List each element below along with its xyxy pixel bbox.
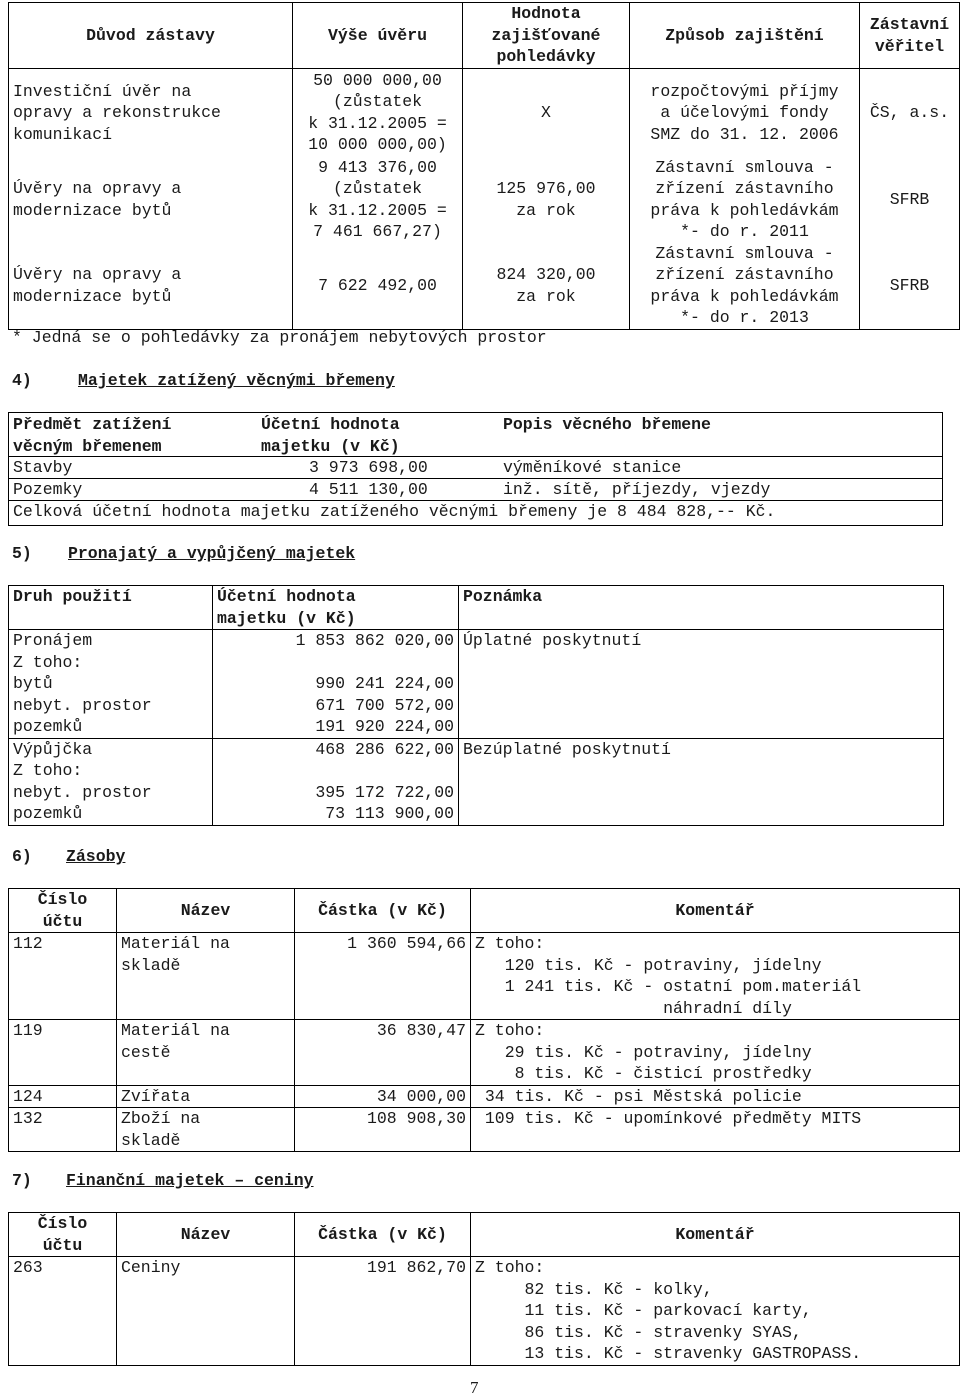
inventory-amount: 36 830,47 xyxy=(295,1020,471,1086)
valuables-header-account: Číslo účtu xyxy=(9,1213,117,1257)
inventory-account: 124 xyxy=(9,1085,117,1108)
table-row xyxy=(9,243,960,330)
rental-note: Úplatné poskytnutí xyxy=(459,630,944,739)
valuables-name: Ceniny xyxy=(117,1257,295,1366)
page-number: 7 xyxy=(470,1378,479,1397)
table-row xyxy=(9,933,960,1020)
easement-header-value: Účetní hodnota majetku (v Kč) xyxy=(261,415,400,456)
inventory-account: 112 xyxy=(9,933,117,1020)
section-6-title: Zásoby xyxy=(66,847,126,866)
inventory-account: 132 xyxy=(9,1108,117,1152)
cell-creditor: ČS, a.s. xyxy=(860,69,960,157)
inventory-name: Materiál na cestě xyxy=(117,1020,295,1086)
inventory-header-account: Číslo účtu xyxy=(9,889,117,933)
rental-table xyxy=(8,585,944,826)
inventory-name: Materiál na skladě xyxy=(117,933,295,1020)
cell-reason: Investiční úvěr na opravy a rekonstrukce komunikací xyxy=(9,69,293,157)
table-row xyxy=(9,1257,960,1366)
table-row xyxy=(9,738,944,825)
section-7-number: 7) xyxy=(12,1171,32,1190)
inventory-header-comment: Komentář xyxy=(471,889,960,933)
header-security-method: Způsob zajištění xyxy=(630,3,860,69)
easement-subject: Stavby xyxy=(13,458,73,477)
easement-header-subject: Předmět zatížení věcným břemenem xyxy=(13,415,172,456)
inventory-comment: 34 tis. Kč - psi Městská policie xyxy=(471,1085,960,1108)
rental-use: Výpůjčka Z toho: nebyt. prostor pozemků xyxy=(9,738,213,825)
easement-total: Celková účetní hodnota majetku zatíženého věcnými břemeny je 8 484 828,-- Kč. xyxy=(13,502,776,521)
inventory-amount: 108 908,30 xyxy=(295,1108,471,1152)
valuables-table xyxy=(8,1212,960,1366)
valuables-header-amount: Částka (v Kč) xyxy=(295,1213,471,1257)
inventory-header-name: Název xyxy=(117,889,295,933)
cell-loan-amount: 50 000 000,00 (zůstatek k 31.12.2005 = 10 000 000,00) xyxy=(293,69,463,157)
rental-use: Pronájem Z toho: bytů nebyt. prostor pozemků xyxy=(9,630,213,739)
cell-security-method: rozpočtovými příjmy a účelovými fondy SMZ do 31. 12. 2006 xyxy=(630,69,860,157)
cell-loan-amount: 7 622 492,00 xyxy=(293,243,463,330)
table-row xyxy=(9,630,944,739)
valuables-comment: Z toho: 82 tis. Kč - kolky, 11 tis. Kč - parkovací karty, 86 tis. Kč - stravenky SYAS, 13 tis. Kč - stravenky GASTROPASS. xyxy=(471,1257,960,1366)
cell-claim-value: 125 976,00 za rok xyxy=(463,157,630,243)
section-6-number: 6) xyxy=(12,847,32,866)
inventory-table xyxy=(8,888,960,1152)
table-row xyxy=(9,69,960,157)
valuables-header-name: Název xyxy=(117,1213,295,1257)
inventory-account: 119 xyxy=(9,1020,117,1086)
inventory-amount: 1 360 594,66 xyxy=(295,933,471,1020)
header-loan-amount: Výše úvěru xyxy=(293,3,463,69)
easement-header-description: Popis věcného břemene xyxy=(503,415,711,434)
easement-value: 4 511 130,00 xyxy=(309,480,428,499)
pledge-footnote: * Jedná se o pohledávky za pronájem nebytových prostor xyxy=(12,328,547,347)
table-row xyxy=(9,1108,960,1152)
cell-security-method: Zástavní smlouva - zřízení zástavního práva k pohledávkám *- do r. 2013 xyxy=(630,243,860,330)
inventory-name: Zboží na skladě xyxy=(117,1108,295,1152)
easement-description: výměníkové stanice xyxy=(503,458,682,477)
section-7-title: Finanční majetek – ceniny xyxy=(66,1171,314,1190)
inventory-comment: 109 tis. Kč - upomínkové předměty MITS xyxy=(471,1108,960,1152)
section-4-number: 4) xyxy=(12,371,32,390)
cell-creditor: SFRB xyxy=(860,157,960,243)
cell-creditor: SFRB xyxy=(860,243,960,330)
cell-security-method: Zástavní smlouva - zřízení zástavního práva k pohledávkám *- do r. 2011 xyxy=(630,157,860,243)
valuables-header-comment: Komentář xyxy=(471,1213,960,1257)
inventory-comment: Z toho: 29 tis. Kč - potraviny, jídelny 8 tis. Kč - čisticí prostředky xyxy=(471,1020,960,1086)
inventory-comment: Z toho: 120 tis. Kč - potraviny, jídelny 1 241 tis. Kč - ostatní pom.materiál náhradní díly xyxy=(471,933,960,1020)
cell-reason: Úvěry na opravy a modernizace bytů xyxy=(9,157,293,243)
cell-reason: Úvěry na opravy a modernizace bytů xyxy=(9,243,293,330)
cell-loan-amount: 9 413 376,00 (zůstatek k 31.12.2005 = 7 461 667,27) xyxy=(293,157,463,243)
easement-description: inž. sítě, příjezdy, vjezdy xyxy=(503,480,771,499)
table-row xyxy=(9,1085,960,1108)
table-row xyxy=(9,1020,960,1086)
inventory-header-amount: Částka (v Kč) xyxy=(295,889,471,933)
pledge-table xyxy=(8,2,960,330)
rental-value: 468 286 622,00 395 172 722,00 73 113 900,00 xyxy=(213,738,459,825)
header-creditor: Zástavní věřitel xyxy=(860,3,960,69)
section-5-number: 5) xyxy=(12,544,32,563)
inventory-amount: 34 000,00 xyxy=(295,1085,471,1108)
easement-subject: Pozemky xyxy=(13,480,83,499)
rental-header-note: Poznámka xyxy=(459,586,944,630)
rental-header-value: Účetní hodnota majetku (v Kč) xyxy=(213,586,459,630)
easement-value: 3 973 698,00 xyxy=(309,458,428,477)
valuables-amount: 191 862,70 xyxy=(295,1257,471,1366)
valuables-account: 263 xyxy=(9,1257,117,1366)
easement-table xyxy=(8,412,943,526)
cell-claim-value: X xyxy=(463,69,630,157)
header-reason: Důvod zástavy xyxy=(9,3,293,69)
rental-value: 1 853 862 020,00 990 241 224,00 671 700 572,00 191 920 224,00 xyxy=(213,630,459,739)
cell-claim-value: 824 320,00 za rok xyxy=(463,243,630,330)
header-claim-value: Hodnota zajišťované pohledávky xyxy=(463,3,630,69)
rental-note: Bezúplatné poskytnutí xyxy=(459,738,944,825)
inventory-name: Zvířata xyxy=(117,1085,295,1108)
section-4-title: Majetek zatížený věcnými břemeny xyxy=(78,371,395,390)
table-row xyxy=(9,157,960,243)
section-5-title: Pronajatý a vypůjčený majetek xyxy=(68,544,356,563)
rental-header-use: Druh použití xyxy=(9,586,213,630)
